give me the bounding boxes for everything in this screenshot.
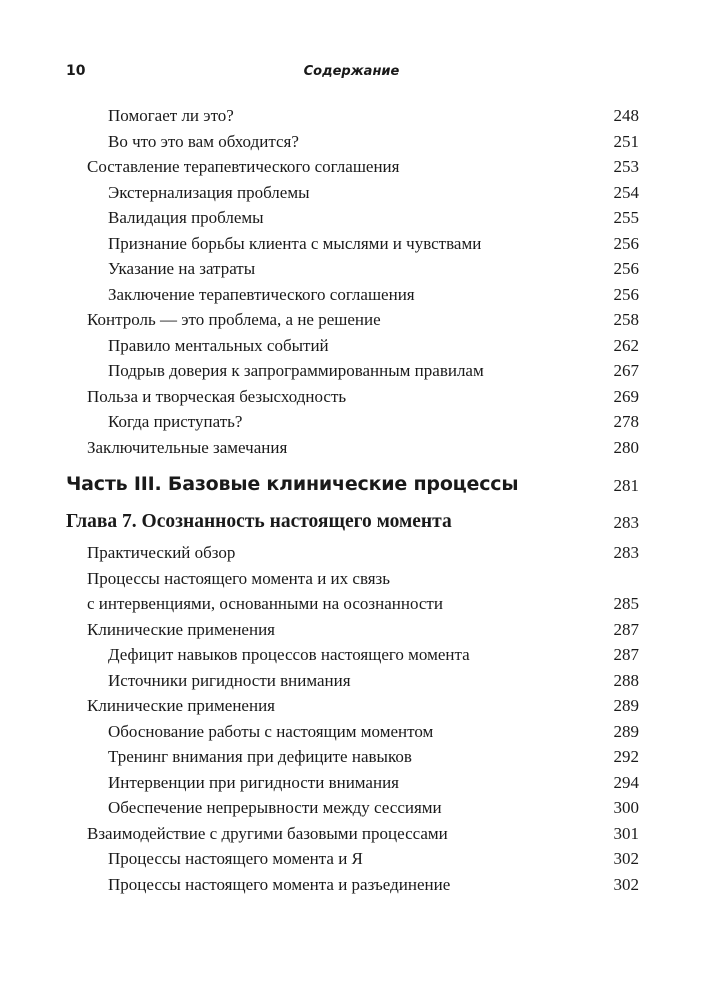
toc-entry-title: Обеспечение непрерывности между сессиями: [108, 798, 442, 817]
toc-entry-title: Признание борьбы клиента с мыслями и чувствами: [108, 233, 482, 253]
toc-entry: [0, 205, 703, 231]
toc-entry-title: Экстернализация проблемы: [108, 182, 310, 202]
toc-entry-page: 288: [613, 670, 639, 690]
toc-chapter-heading: [0, 504, 703, 540]
toc-entry-title: Контроль — это проблема, а не решение: [87, 310, 381, 329]
toc-entry: [0, 358, 703, 384]
chapter-title: Глава 7. Осознанность настоящего момента: [66, 511, 452, 532]
toc-entry-title: Когда приступать?: [108, 412, 243, 431]
toc-entry: [0, 744, 703, 770]
toc-entry-title: Процессы настоящего момента и Я: [108, 849, 363, 868]
toc-entry-title: Обоснование работы с настоящим моментом: [108, 721, 434, 741]
toc-entry-title: Клинические применения: [87, 619, 275, 639]
toc-entry: [0, 180, 703, 206]
toc-entry: [0, 846, 703, 872]
toc-entry: [0, 307, 703, 333]
toc-entry-title: Составление терапевтического соглашения: [87, 157, 400, 176]
toc-entry-title: Дефицит навыков процессов настоящего момента: [108, 645, 470, 664]
toc-entry: [0, 129, 703, 155]
toc-entry-page: 251: [613, 131, 639, 151]
toc-entry-page: 278: [613, 412, 639, 431]
toc-entry-page: 253: [613, 157, 639, 176]
toc-entry-page: 301: [613, 823, 639, 843]
toc-entry-title: Валидация проблемы: [108, 208, 264, 227]
toc-entry: [0, 256, 703, 282]
toc-entry-title: Помогает ли это?: [108, 106, 234, 125]
toc-entry-title: Практический обзор: [87, 543, 236, 562]
toc-entry-page: 269: [613, 386, 639, 406]
toc-entry-title: Процессы настоящего момента и разъединение: [108, 874, 451, 894]
toc-entry: [0, 333, 703, 359]
toc-entry-page: 255: [613, 208, 639, 227]
toc-entry-page: 287: [613, 645, 639, 664]
page-header: [0, 63, 703, 83]
toc-entry-page: 258: [613, 310, 639, 329]
toc-entry-page: 281: [613, 476, 639, 495]
toc-entry-title-line2: с интервенциями, основанными на осознанности: [87, 594, 443, 613]
toc-entry: [0, 103, 703, 129]
toc-entry: [0, 231, 703, 257]
toc-entry-page: 262: [613, 335, 639, 355]
table-of-contents: [0, 103, 703, 897]
toc-entry-title: Указание на затраты: [108, 259, 256, 278]
page-number: 10: [66, 63, 86, 79]
toc-entry-page: 289: [613, 721, 639, 741]
toc-entry: [0, 384, 703, 410]
toc-entry-page: 287: [613, 619, 639, 639]
toc-entry-title-line1: Процессы настоящего момента и их связь: [87, 568, 391, 588]
toc-entry: [0, 795, 703, 821]
toc-entry-page: 283: [613, 543, 639, 562]
toc-entry-title: Источники ригидности внимания: [108, 670, 351, 690]
toc-entry-title: Взаимодействие с другими базовыми процессами: [87, 823, 448, 843]
toc-entry-title: Тренинг внимания при дефиците навыков: [108, 747, 412, 766]
toc-entry-page: 256: [613, 284, 639, 304]
toc-entry-title: Во что это вам обходится?: [108, 131, 299, 151]
toc-entry-title: Заключительные замечания: [87, 437, 288, 457]
toc-entry-page: 256: [613, 233, 639, 253]
toc-entry-page: 248: [613, 106, 639, 125]
toc-entry-title: Клинические применения: [87, 696, 275, 715]
part-title: Часть III. Базовые клинические процессы: [66, 473, 519, 495]
toc-entry: [0, 821, 703, 847]
toc-entry: [0, 617, 703, 643]
toc-entry-title: Подрыв доверия к запрограммированным правилам: [108, 361, 484, 380]
toc-entry-page: 283: [613, 513, 639, 532]
toc-entry: [0, 154, 703, 180]
toc-entry: [0, 282, 703, 308]
toc-entry-page: 294: [613, 772, 639, 792]
toc-entry-page: 292: [613, 747, 639, 766]
toc-entry: [0, 693, 703, 719]
toc-entry-page: 267: [613, 361, 639, 380]
toc-entry-page: 280: [613, 437, 639, 457]
toc-entry: [0, 872, 703, 898]
toc-entry: [0, 566, 703, 617]
toc-entry: [0, 642, 703, 668]
toc-entry-page: 302: [613, 874, 639, 894]
toc-entry: [0, 719, 703, 745]
running-title: Содержание: [303, 64, 400, 79]
toc-entry-title: Польза и творческая безысходность: [87, 386, 347, 406]
toc-entry-title: [87, 566, 443, 617]
toc-entry-page: 302: [613, 849, 639, 868]
toc-entry: [0, 668, 703, 694]
toc-entry: [0, 770, 703, 796]
toc-entry-page: 289: [613, 696, 639, 715]
toc-entry: [0, 409, 703, 435]
toc-entry-title: Интервенции при ригидности внимания: [108, 772, 399, 792]
toc-entry-page: 256: [613, 259, 639, 278]
toc-entry: [0, 435, 703, 461]
toc-entry-page: 285: [613, 594, 639, 613]
toc-entry-title: Правило ментальных событий: [108, 335, 329, 355]
toc-part-heading: [0, 464, 703, 504]
toc-entry-page: 300: [613, 798, 639, 817]
toc-entry-title: Заключение терапевтического соглашения: [108, 284, 415, 304]
toc-entry-page: 254: [613, 182, 639, 202]
toc-entry: [0, 540, 703, 566]
